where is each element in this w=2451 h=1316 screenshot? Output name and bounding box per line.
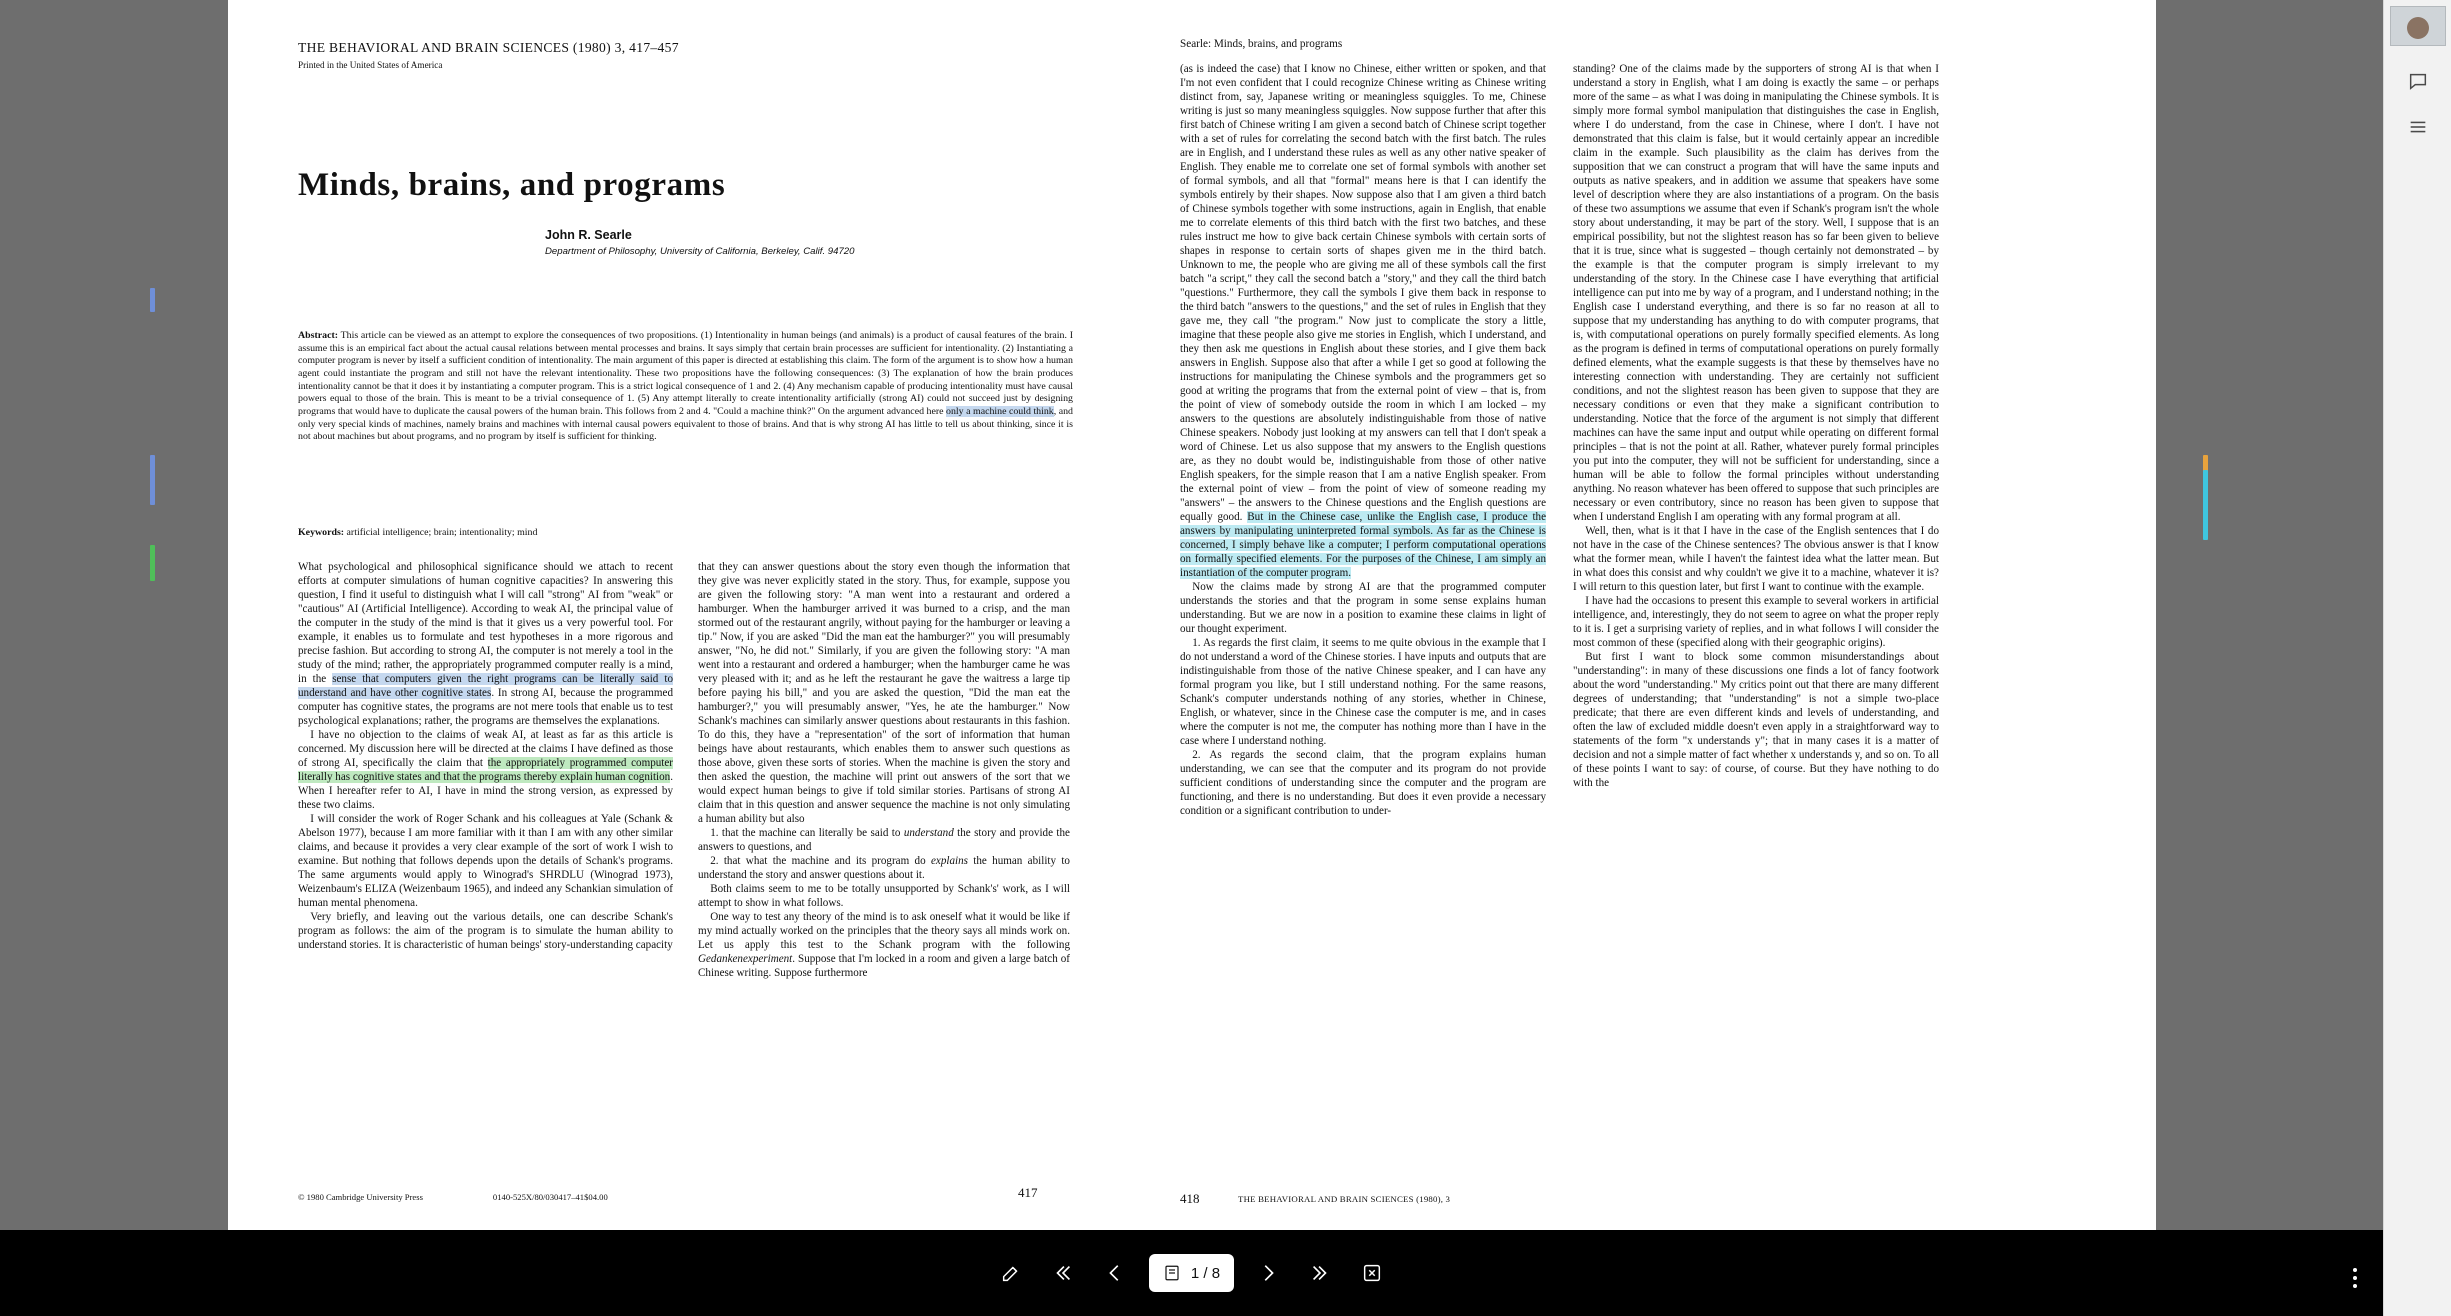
highlight-blue-1b: understand	[298, 687, 347, 699]
chevron-right-icon[interactable]	[1250, 1255, 1286, 1291]
keywords-label: Keywords:	[298, 527, 345, 538]
pdf-toolbar	[0, 1230, 2383, 1316]
chevron-left-icon[interactable]	[1097, 1255, 1133, 1291]
abstract-label: Abstract:	[298, 330, 339, 341]
list-item-text: 2. that what the machine and its program do	[710, 855, 931, 867]
list-item	[698, 854, 1070, 882]
right-sidebar	[2383, 0, 2451, 1316]
abstract-body: This article can be viewed as an attempt to explore the consequences of two propositions. (1) Intentionality in human beings (and animals) is a product of causal features of the brain. I assume this is an empirical fact about the actual causal relations between mental processes and brains. It says simply that certain brain processes are sufficient for intentionality. (2) Instantiating a computer program is never by itself a sufficient condition of intentionality. The main argument of this paper is directed at establishing this claim. The form of the argument is to show how a human agent could instantiate the program and still not have the relevant intentionality. These two propositions have the following consequences: (3) The explanation of how the brain produces intentionality cannot be that it does it by instantiating a computer program. This is a strict logical consequence of 1 and 2. (4) Any mechanism capable of producing intentionality must have causal powers equal to those of the brain. This is meant to be a trivial consequence of 1. (5) Any attempt literally to create intentionality artificially (strong AI) could not succeed just by designing programs that would have to duplicate the causal powers of the human brain. This follows from 2 and 4.	[298, 330, 1073, 418]
abstract-paragraph	[298, 330, 1073, 444]
list-item: 1. As regards the first claim, it seems to me quite obvious in the example that I do not understand a word of the Chinese stories. I have inputs and outputs that are indistinguishable from those of the native Chinese speaker, and I can have any formal program you like, but I still understand nothing. For the same reasons, Schank's computer understands nothing of any stories, whether in Chinese, English, or whatever, since in the Chinese case the computer is me, and in cases where the computer is not me, the computer has nothing more than I have in the case where I understand nothing.	[1180, 637, 1546, 747]
more-vertical-icon[interactable]	[2353, 1268, 2357, 1288]
paragraph: Well, then, what is it that I have in the case of the English sentences that I do not have in the case of the Chinese sentences? The obvious answer is that I know what the former mean, while I haven't the faintest idea what the latter mean. But in what does this consist and why couldn't we give it to a machine, whatever it is? I will return to this question later, but first I want to continue with the example.	[1573, 525, 1939, 593]
emphasis: understand	[903, 827, 954, 839]
paragraph: I will consider the work of Roger Schank and his colleagues at Yale (Schank & Abelson 1977), because I am more familiar with it than I am with any other similar claims, and because it provides a very clear example of the sort of work I wish to examine. But nothing that follows depends upon the details of Schank's programs. The same arguments would apply to Winograd's SHRDLU (Winograd 1973), Weizenbaum's ELIZA (Weizenbaum 1965), and indeed any Schankian simulation of human mental phenomena.	[298, 813, 673, 909]
abstract-tail-post: , and only very special kinds of machines, namely brains and machines with internal causal powers equivalent to those of brains. And that is why strong AI has little to tell us about thinking, since it is not about machines but about programs, and no program by itself is sufficient for thinking.	[298, 406, 1073, 443]
list-item-text-cont: the human ability to understand the story and answer questions about it.	[698, 855, 1070, 881]
paragraph: Now the claims made by strong AI are that the programmed computer understands the stories and that the program in some sense explains human understanding. But we are now in a position to examine these claims in light of our thought experiment.	[1180, 581, 1546, 635]
comment-icon[interactable]	[2401, 66, 2435, 96]
highlight-marker-blue-2	[150, 455, 155, 505]
emphasis: Gedankenexperiment	[698, 953, 793, 965]
paragraph	[698, 910, 1070, 980]
paragraph-text: One way to test any theory of the mind is to ask oneself what it would be like if my mind actually worked on the principles that the theory says all minds work on. Let us apply this test to the Schank program with the following	[698, 911, 1070, 951]
highlight-abstract-blue: only a machine could think	[946, 406, 1054, 418]
highlight-marker-cyan	[2203, 470, 2208, 540]
paragraph: Very briefly, and leaving out the various details, one can describe Schank's program as follows: the aim of the program is to simulate the human ability to understand stories. It is characteristic of human beings' story-understanding capacity	[298, 911, 673, 951]
paragraph-text: (as is indeed the case) that I know no Chinese, either written or spoken, and that I'm not even confident that I could recognize Chinese writing as Chinese writing distinct from, say, Japanese writing or meaningless squiggles. To me, Chinese writing is just so many meaningless squiggles. Now suppose further that after this first batch of Chinese writing I am given a second batch of Chinese script together with a set of rules for correlating the second batch with the first batch. The rules are in English, and I understand these rules as well as any other native speaker of English. They enable me to correlate one set of formal symbols with another set of formal symbols, and all that "formal" means here is that I can identify the symbols entirely by their shapes. Now suppose also that I am given a third batch of Chinese symbols together with some instructions, again in English, that enable me to correlate elements of this third batch with the first two batches, and these rules instruct me how to give back certain Chinese symbols with certain sorts of shapes in response to certain sorts of shapes given me in the third batch. Unknown to me, the people who are giving me all of these symbols call the first batch "a script," they call the second batch a "story," and they call the third batch "questions." Furthermore, they call the symbols I give them back in response to the third batch "answers to the questions," and the set of rules in English that they gave me, they call "the program." Now just to complicate the story a little, imagine that these people also give me stories in English, which I understand, and they then ask me questions in English about these stories, and I give them back answers in English. Suppose also that after a while I get so good at following the instructions for manipulating the Chinese symbols and the programmers get so good at writing the programs that from the external point of view – that is, from the point of view of somebody outside the room in which I am locked – my answers to the questions are absolutely indistinguishable from those of native Chinese speakers. Nobody just looking at my answers can tell that I don't speak a word of Chinese. Let us also suppose that my answers to the English questions are, as they no doubt would be, indistinguishable from those of other native English speakers, for the simple reason that I am a native English speaker. From the external point of view – from the point of view of someone reading my "answers" – the answers to the Chinese questions and the English questions are equally good.	[1180, 63, 1546, 523]
double-chevron-left-icon[interactable]	[1045, 1255, 1081, 1291]
footer-copyright: © 1980 Cambridge University Press	[298, 1192, 423, 1202]
highlight-marker-green	[150, 545, 155, 581]
paragraph: standing? One of the claims made by the supporters of strong AI is that when I understand a story in English, what I am doing is exactly the same – or perhaps more of the same – as what I was doing in manipulating the Chinese symbols. It is simply more formal symbol manipulation that distinguishes the case in English, where I do understand, from the case in Chinese, where I don't. I have not demonstrated that this claim is false, but it would certainly appear an incredible claim in the example. Such plausibility as the claim has derives from the supposition that we can construct a program that will have the same inputs and outputs as native speakers, and in addition we assume that speakers have some level of description where they are also instantiations of a program. On the basis of these two assumptions we assume that even if Schank's program isn't the whole story about understanding, it may be part of the story. Well, I suppose that is an empirical possibility, but not the slightest reason has so far been given to believe that it is true, since what is suggested – though certainly not demonstrated – by the example is that the computer program is simply irrelevant to my understanding of the story. In the Chinese case I have everything that artificial intelligence can put into me by way of a program, and I understand nothing; in the English case I understand everything, and there is so far no reason at all to suppose that my understanding has anything to do with computer programs, that is, with computational operations on purely formally specified elements. As long as the program is defined in terms of computational operations on purely formally defined elements, what the example suggests is that these by themselves have no interesting connection with understanding. They are certainly not sufficient conditions, and not the slightest reason has been given to suppose that they are necessary conditions or even that they make a significant contribution to understanding. Notice that the force of the argument is not simply that different machines can have the same input and output while operating on different formal principles – that is not the point at all. Rather, whatever purely formal principles you put into the computer, they will not be sufficient for understanding, since a human will be able to follow the formal principles without understanding anything. No reason whatever has been offered to suppose that such principles are necessary or even contributory, since no reason has been given to suppose that when I understand English I am operating with any formal program at all.	[1573, 63, 1939, 523]
paragraph	[298, 560, 673, 728]
journal-subheader: Printed in the United States of America	[298, 60, 443, 70]
keywords-line	[298, 527, 1073, 538]
footer-code: 0140-525X/80/030417–41$04.00	[492, 1192, 608, 1202]
abstract-tail-pre: "Could a machine think?" On the argument advanced here	[713, 406, 947, 418]
paragraph-text-cont: . Suppose that I'm locked in a room and given a large batch of Chinese writing. Suppose furthermore	[698, 953, 1070, 979]
emphasis: explains	[930, 855, 968, 867]
list-item: 2. As regards the second claim, that the program explains human understanding, we can see that the computer and its program do not provide sufficient conditions of understanding since the computer and the program are functioning, and there is no understanding. But does it even provide a necessary condition or a significant contribution to under-	[1180, 749, 1546, 817]
paragraph	[1180, 62, 1546, 580]
author-affiliation: Department of Philosophy, University of California, Berkeley, Calif. 94720	[545, 246, 855, 257]
paragraph: that they can answer questions about the story even though the information that they give was never explicitly stated in the story. Thus, for example, suppose you are given the following story: "A man went into a restaurant and ordered a hamburger. When the hamburger arrived it was burned to a crisp, and the man stormed out of the restaurant angrily, without paying for the hamburger or leaving a tip." Now, if you are asked "Did the man eat the hamburger?" you will presumably answer, "No, he did not." Similarly, if you are given the following story: "A man went into a restaurant and ordered a hamburger; when the hamburger came he was very pleased with it; and as he left the restaurant he gave the waitress a large tip before paying his bill," and you are asked the question, "Did the man eat the hamburger?," you will presumably answer, "Yes, he ate the hamburger." Now Schank's machines can similarly answer questions about restaurants in this fashion. To do this, they have a "representation" of the sort of information that human beings have about restaurants, which enables them to answer such questions as those above, given these sorts of stories. When the machine is given the story and then asked the question, the machine will print out answers of the sort that we would expect human beings to give if told similar stories. Partisans of strong AI claim that in this question and answer sequence the machine is not only simulating a human ability but also	[698, 561, 1070, 825]
highlight-cyan-1: But in the Chinese case, unlike the English case, I produce the answers by manipulating uninterpreted formal symbols. As far as the Chinese is concerned, I simply behave like a computer; I perform computational operations on formally specified elements. For the purposes of the Chinese, I am simply an instantiation of the computer program.	[1180, 511, 1547, 579]
paragraph: Both claims seem to me to be totally unsupported by Schank's' work, as I will attempt to show in what follows.	[698, 883, 1070, 909]
page-indicator[interactable]	[1149, 1254, 1234, 1292]
paragraph: I have had the occasions to present this example to several workers in artificial intelligence, and, interestingly, they do not seem to agree on what the proper reply to it is. I get a surprising variety of replies, and in what follows I will consider the most common of these (specified along with their geographic origins).	[1573, 595, 1939, 649]
footer-right-journal: THE BEHAVIORAL AND BRAIN SCIENCES (1980), 3	[1238, 1194, 1451, 1204]
list-item-text: 1. that the machine can literally be said to	[710, 827, 904, 839]
paragraph	[298, 728, 673, 812]
highlight-blue-1a: sense that computers given the right programs can be literally said to	[332, 673, 673, 685]
footer-left	[298, 1192, 608, 1202]
list-icon[interactable]	[2401, 112, 2435, 142]
highlight-blue-1c: and have other cognitive states	[346, 687, 492, 699]
text-column-1	[298, 560, 673, 952]
pencil-edit-icon[interactable]	[993, 1255, 1029, 1291]
paragraph-text: I have no objection to the claims of weak AI, at least as far as this article is concerned. My discussion here will be directed at the claims I have defined as those of strong AI, specifically the claim that	[298, 729, 673, 769]
author-name: John R. Searle	[545, 228, 632, 242]
text-column-3	[1180, 62, 1546, 818]
page-indicator-label: 1 / 8	[1190, 1264, 1221, 1282]
list-item-text-cont: the story and provide the answers to questions, and	[698, 827, 1070, 853]
highlight-green-1: the appropriately programmed computer literally has cognitive states and that the programs thereby explain human cognition	[298, 757, 674, 783]
text-column-4	[1573, 62, 1939, 790]
webcam-thumbnail[interactable]	[2390, 6, 2446, 46]
text-column-2	[698, 560, 1070, 980]
running-head: Searle: Minds, brains, and programs	[1180, 38, 1343, 50]
page-number-right: 418	[1180, 1191, 1200, 1206]
highlight-marker-blue-1	[150, 288, 155, 312]
list-item	[698, 826, 1070, 854]
keywords-value: artificial intelligence; brain; intentionality; mind	[344, 527, 538, 538]
paragraph-text-cont: . When I hereafter refer to AI, I have in mind the strong version, as expressed by these two claims.	[298, 771, 673, 811]
paragraph-text: What psychological and philosophical significance should we attach to recent efforts at computer simulations of human cognitive capacities? In answering this question, I find it useful to distinguish what I will call "strong" AI from "weak" or "cautious" AI (Artificial Intelligence). According to weak AI, the principal value of the computer in the study of the mind is that it gives us a very powerful tool. For example, it enables us to formulate and test hypotheses in a more rigorous and precise fashion. But according to strong AI, the computer is not merely a tool in the study of the mind; rather, the appropriately programmed computer really is a mind, in the	[298, 561, 673, 685]
page-icon	[1163, 1263, 1181, 1283]
paragraph-text-cont: . In strong AI, because the programmed computer has cognitive states, the programs are not mere tools that enable us to test psychological explanations; rather, the programs are themselves the explanations.	[298, 687, 673, 727]
page-title: Minds, brains, and programs	[298, 167, 726, 204]
pdf-page	[228, 0, 2156, 1230]
page-number-left: 417	[1018, 1185, 1038, 1200]
close-icon[interactable]	[1354, 1255, 1390, 1291]
paragraph: But first I want to block some common misunderstandings about "understanding": in many of these discussions one finds a lot of fancy footwork about the word "understanding." My critics point out that there are many different degrees of understanding; that "understanding" is not a simple two-place predicate; that there are even different kinds and levels of understanding, and often the law of excluded middle doesn't even apply in a straightforward way to statements of the form "x understands y"; that in many cases it is a matter of decision and not a simple matter of fact whether x understands y, and so on. To all of these points I want to say: of course, of course. But they have nothing to do with the	[1573, 651, 1939, 789]
double-chevron-right-icon[interactable]	[1302, 1255, 1338, 1291]
journal-header: THE BEHAVIORAL AND BRAIN SCIENCES (1980) 3, 417–457	[298, 40, 679, 55]
